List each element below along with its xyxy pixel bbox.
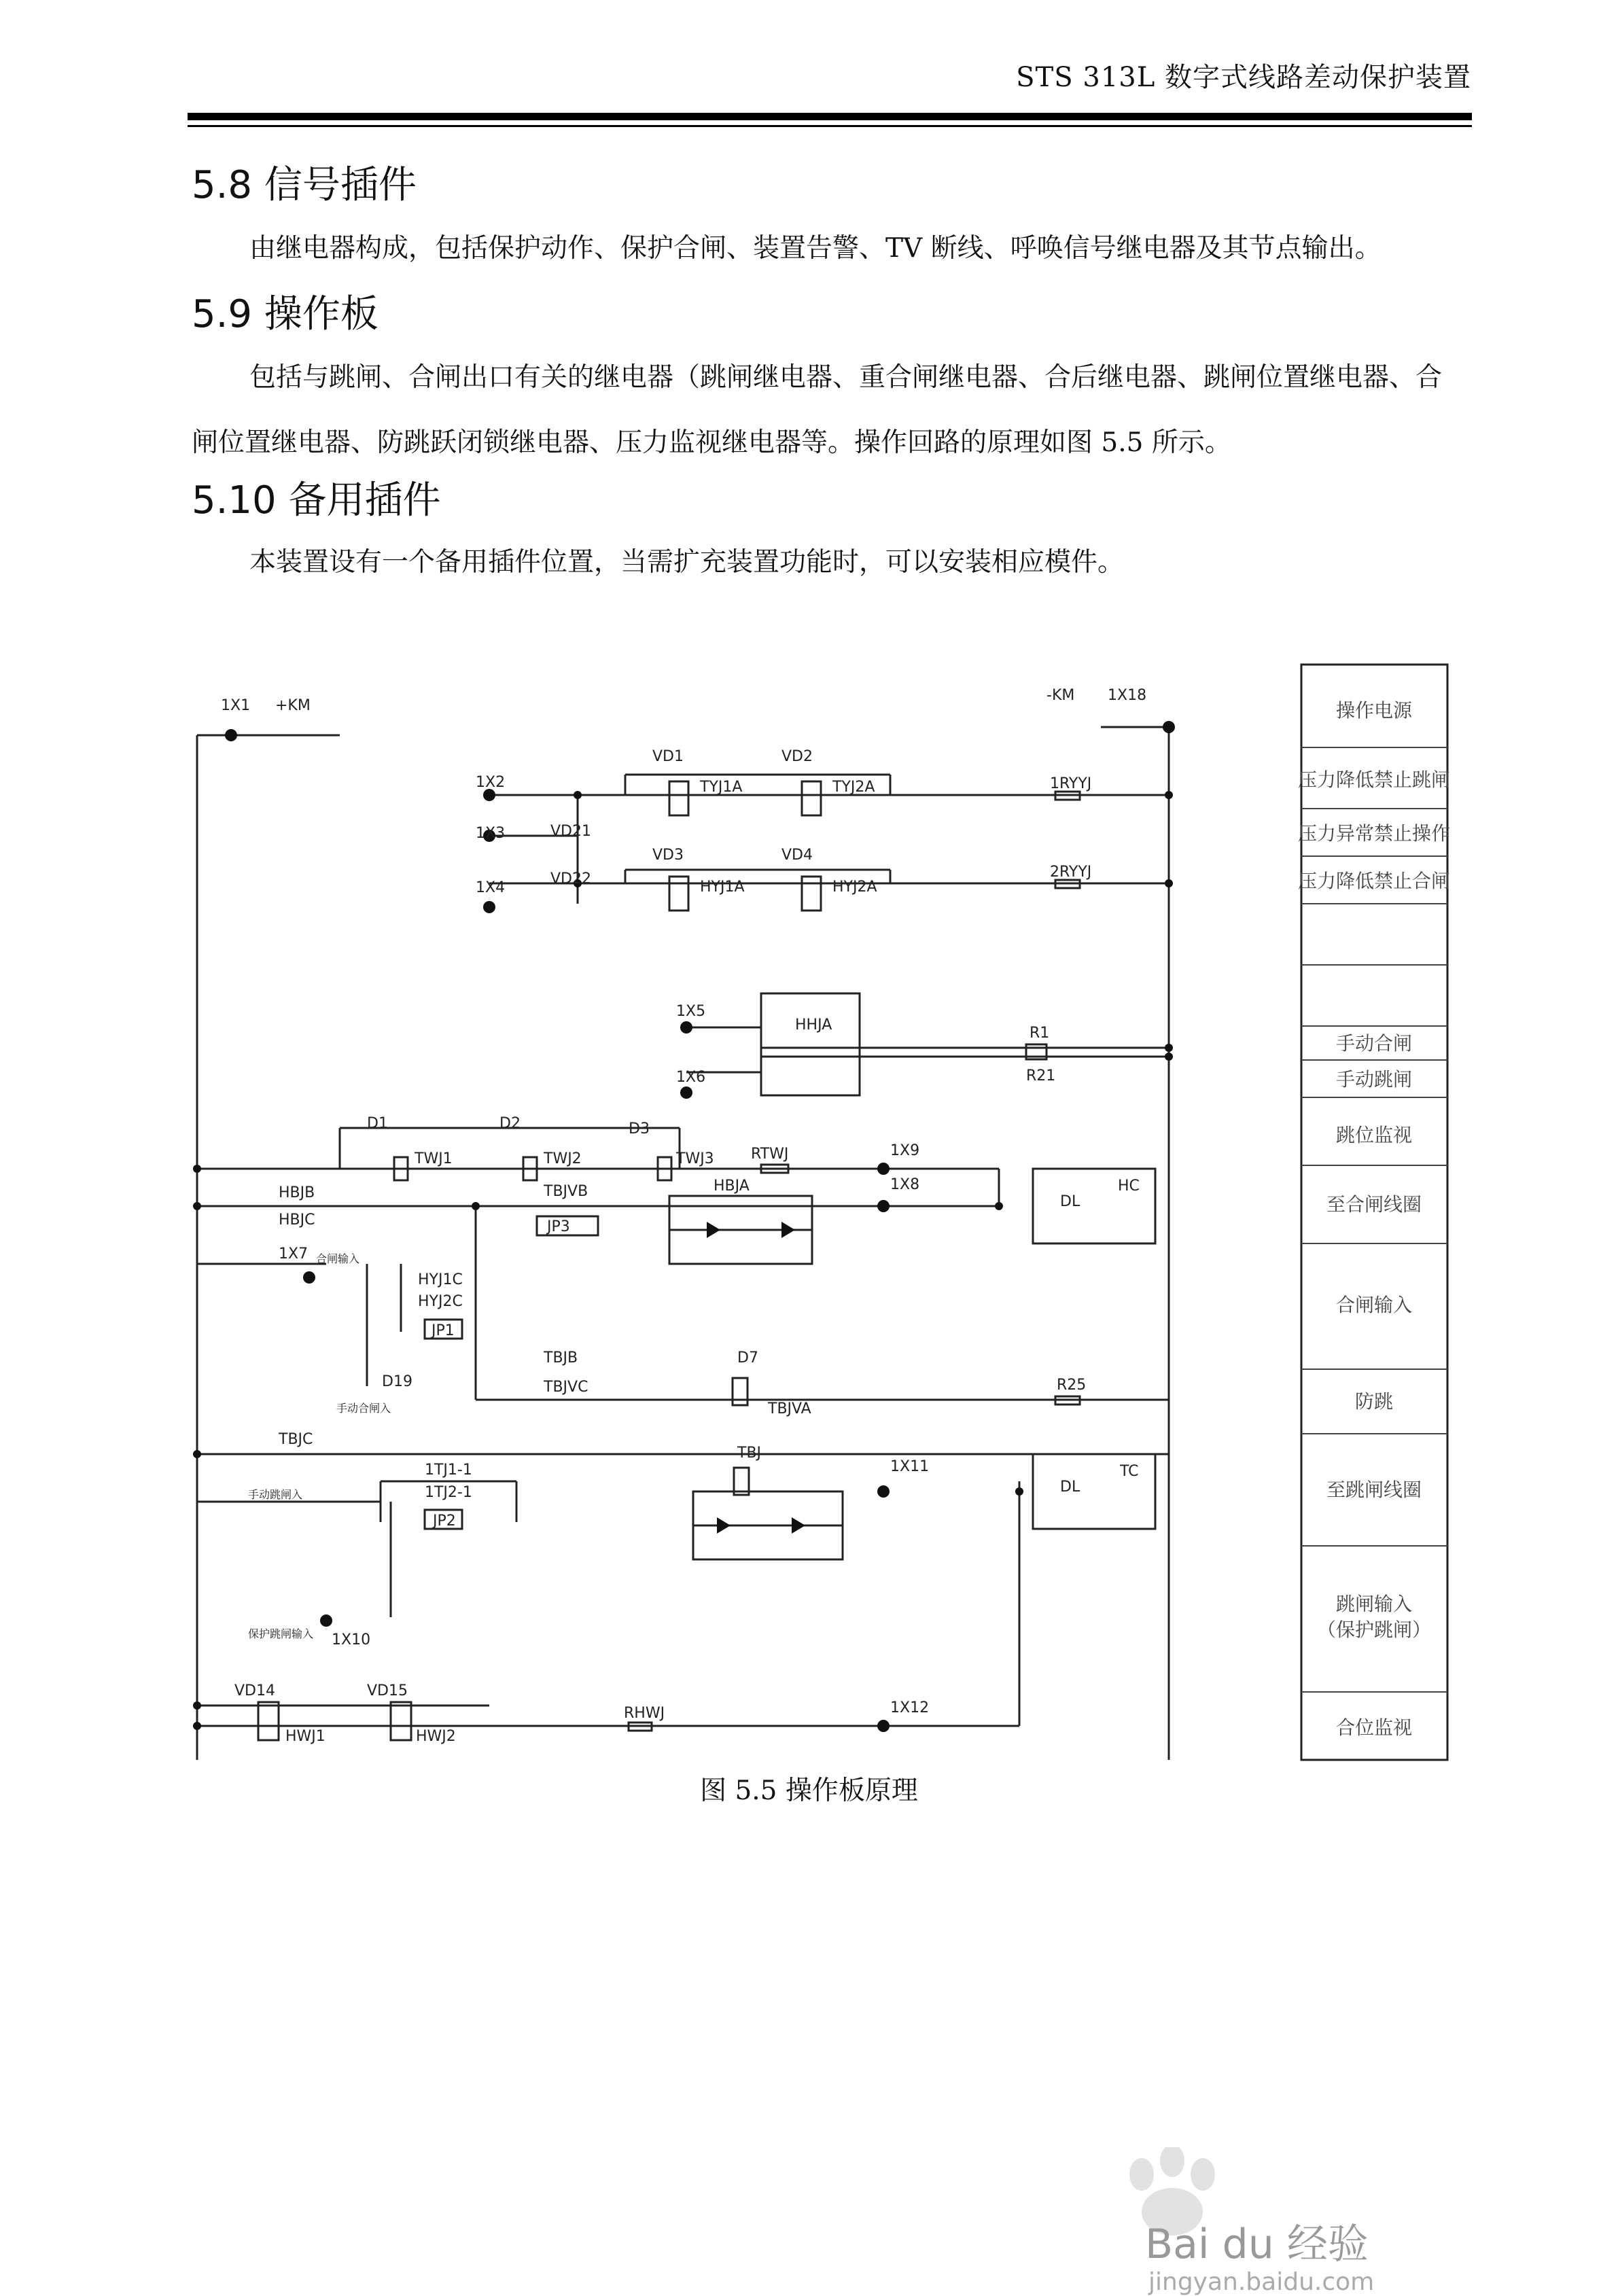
label-vd15: VD15: [367, 1682, 408, 1699]
label-tyj2a: TYJ2A: [832, 779, 875, 796]
label-hyj1a: HYJ1A: [700, 879, 745, 896]
label-1x6: 1X6: [676, 1069, 706, 1086]
label-1x12: 1X12: [890, 1699, 930, 1716]
label-tbjb: TBJB: [544, 1349, 578, 1366]
label-vd22: VD22: [550, 870, 591, 887]
document-header-title: STS 313L 数字式线路差动保护装置: [1016, 62, 1471, 93]
label-1tj1: 1TJ1-1: [425, 1462, 472, 1479]
label-hezha-input: 合闸输入: [316, 1252, 360, 1265]
label-tbjvb: TBJVB: [544, 1183, 588, 1200]
label-r25: R25: [1057, 1377, 1087, 1394]
label-manual-close-input: 手动合闸入: [336, 1402, 391, 1415]
panel-label-14: 合位监视: [1335, 1716, 1413, 1739]
label-tbjvc: TBJVC: [544, 1379, 588, 1396]
label-jp3: JP3: [547, 1218, 570, 1235]
panel-label-13-line: （保护跳闸）: [1316, 1619, 1432, 1641]
label-d1: D1: [367, 1115, 388, 1132]
label-hc: HC: [1118, 1178, 1140, 1195]
label-d19: D19: [382, 1373, 412, 1390]
label-dl-trip: DL: [1060, 1479, 1080, 1496]
label-r21: R21: [1026, 1067, 1056, 1084]
label-jp1: JP1: [432, 1322, 455, 1339]
label-1x8: 1X8: [890, 1176, 920, 1193]
section-body-5-8: 由继电器构成，包括保护动作、保护合闸、装置告警、TV 断线、呼唤信号继电器及其节点输出。: [249, 233, 1382, 264]
section-heading-5-8: 5.8 信号插件: [192, 163, 417, 207]
label-km-neg: -KM: [1047, 687, 1075, 704]
panel-label-3: 压力降低禁止合闸: [1297, 870, 1451, 892]
label-1x7: 1X7: [279, 1246, 309, 1262]
label-tbjva: TBJVA: [768, 1400, 811, 1417]
label-hyj2c: HYJ2C: [418, 1293, 463, 1310]
section-heading-5-10: 5.10 备用插件: [192, 478, 441, 523]
label-manual-trip-input: 手动跳闸入: [248, 1488, 303, 1501]
label-vd1: VD1: [652, 748, 684, 765]
label-tyj1a: TYJ1A: [700, 779, 743, 796]
label-1x5: 1X5: [676, 1003, 706, 1020]
label-twj3: TWJ3: [676, 1150, 714, 1167]
panel-label-9: 至合闸线圈: [1326, 1193, 1422, 1216]
label-1x3: 1X3: [476, 825, 506, 842]
panel-label-10: 合闸输入: [1335, 1294, 1413, 1316]
label-d7: D7: [737, 1349, 758, 1366]
section-body-5-9: 包括与跳闸、合闸出口有关的继电器（跳闸继电器、重合闸继电器、合后继电器、跳闸位置继电器、合闸位置继电器、防跳跃闭锁继电器、压力监视继电器等。操作回路的原理如图 5.5 所示。: [192, 362, 1443, 458]
label-twj1: TWJ1: [415, 1150, 453, 1167]
label-d2: D2: [499, 1115, 521, 1132]
label-1ryyj: 1RYYJ: [1050, 775, 1092, 792]
panel-label-8: 跳位监视: [1335, 1124, 1413, 1146]
label-1x4: 1X4: [476, 879, 506, 896]
label-1x2: 1X2: [476, 774, 506, 791]
label-hyj1c: HYJ1C: [418, 1271, 463, 1288]
label-vd3: VD3: [652, 847, 684, 864]
label-1x11: 1X11: [890, 1458, 930, 1475]
panel-label-13-line: 跳闸输入: [1335, 1593, 1413, 1615]
panel-label-1: 压力降低禁止跳闸: [1297, 769, 1451, 791]
label-vd4: VD4: [781, 847, 813, 864]
label-vd2: VD2: [781, 748, 813, 765]
label-vd14: VD14: [234, 1682, 275, 1699]
watermark-url: jingyan.baidu.com: [1148, 2268, 1375, 2296]
panel-label-12: 至跳闸线圈: [1326, 1479, 1422, 1501]
label-dl-close: DL: [1060, 1193, 1080, 1210]
label-prot-trip-input: 保护跳闸输入: [248, 1627, 314, 1640]
label-rtwj: RTWJ: [751, 1146, 789, 1163]
label-hhja: HHJA: [795, 1017, 832, 1034]
label-d3: D3: [629, 1120, 650, 1137]
panel-label-2: 压力异常禁止操作: [1297, 822, 1451, 845]
label-2ryyj: 2RYYJ: [1050, 864, 1092, 881]
label-1x9: 1X9: [890, 1142, 920, 1159]
label-1tj2: 1TJ2-1: [425, 1484, 472, 1501]
label-hbja: HBJA: [714, 1178, 750, 1195]
panel-label-0: 操作电源: [1335, 699, 1413, 722]
panel-label-11: 防跳: [1354, 1390, 1394, 1413]
section-heading-5-9: 5.9 操作板: [192, 292, 379, 336]
panel-label-6: 手动合闸: [1335, 1032, 1413, 1055]
label-hyj2a: HYJ2A: [832, 879, 877, 896]
section-body-5-10: 本装置设有一个备用插件位置，当需扩充装置功能时，可以安装相应模件。: [249, 547, 1125, 578]
label-hwj1: HWJ1: [285, 1728, 326, 1745]
label-rhwj: RHWJ: [624, 1705, 665, 1722]
label-hwj2: HWJ2: [416, 1728, 456, 1745]
label-1x18: 1X18: [1108, 687, 1147, 704]
label-jp2: JP2: [433, 1513, 456, 1530]
label-1x1: 1X1: [221, 697, 251, 714]
label-tbj: TBJ: [737, 1445, 762, 1462]
label-hbjc: HBJC: [279, 1212, 315, 1229]
label-twj2: TWJ2: [544, 1150, 582, 1167]
label-km-pos: +KM: [275, 697, 311, 714]
label-tbjc: TBJC: [279, 1431, 313, 1448]
figure-caption: 图 5.5 操作板原理: [700, 1776, 918, 1806]
label-1x10: 1X10: [332, 1631, 371, 1648]
watermark-brand: Bai du 经验: [1145, 2221, 1369, 2268]
label-hbjb: HBJB: [279, 1184, 315, 1201]
label-tc: TC: [1120, 1463, 1139, 1480]
label-vd21: VD21: [550, 823, 591, 840]
panel-label-13: [1317, 1593, 1431, 1641]
label-r1: R1: [1030, 1025, 1050, 1042]
panel-label-7: 手动跳闸: [1335, 1068, 1413, 1091]
